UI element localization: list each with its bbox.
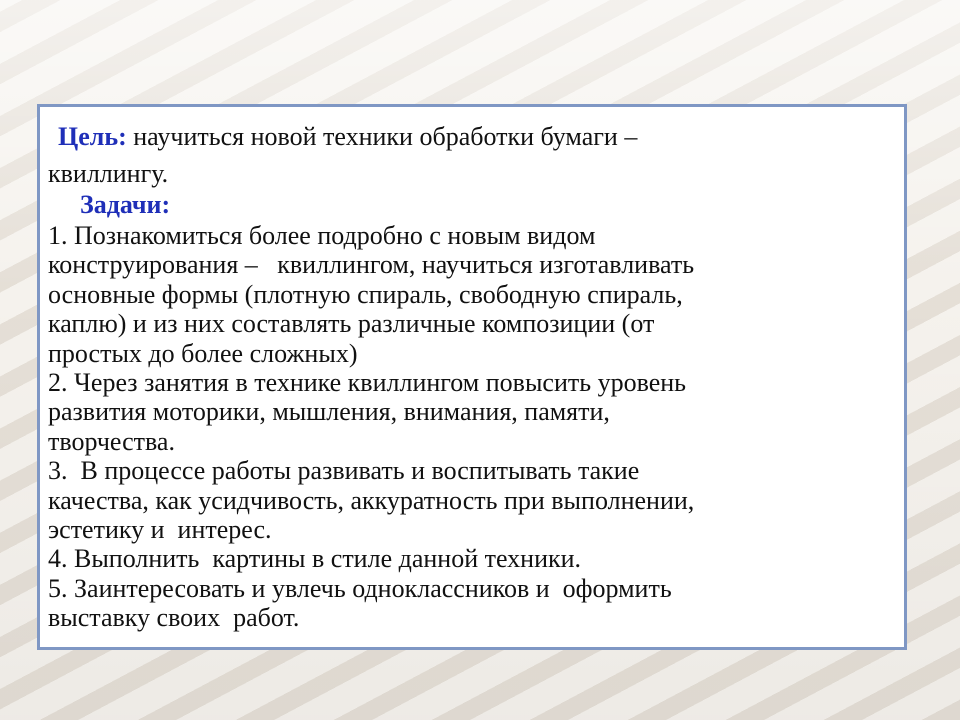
content-box — [37, 104, 907, 650]
task-line: эстетику и интерес. — [48, 515, 272, 545]
task-line: каплю) и из них составлять различные композиции (от — [48, 309, 655, 339]
task-line: 4. Выполнить картины в стиле данной техники. — [48, 544, 582, 574]
tasks-list — [48, 221, 898, 633]
task-line: 3. В процессе работы развивать и воспитывать такие — [48, 456, 640, 486]
task-line: творчества. — [48, 426, 175, 456]
task-line: 2. Через занятия в технике квиллингом повысить уровень — [48, 368, 687, 398]
goal-label: Цель: — [58, 122, 127, 151]
task-line: основные формы (плотную спираль, свободную спираль, — [48, 279, 683, 309]
goal-line — [58, 121, 637, 152]
task-line: 5. Заинтересовать и увлечь одноклассников и оформить — [48, 573, 672, 603]
task-line: качества, как усидчивость, аккуратность при выполнении, — [48, 485, 695, 515]
task-line: развития моторики, мышления, внимания, памяти, — [48, 397, 610, 427]
task-line: 1. Познакомиться более подробно с новым видом — [48, 221, 596, 250]
goal-text: научиться новой техники обработки бумаги – — [126, 122, 638, 151]
tasks-heading: Задачи: — [80, 190, 171, 219]
task-line: простых до более сложных) — [48, 338, 358, 368]
task-line: конструирования – квиллингом, научиться изготавливать — [48, 250, 695, 280]
goal-text-continued: квиллингу. — [48, 159, 169, 188]
task-line: выставку своих работ. — [48, 603, 300, 633]
